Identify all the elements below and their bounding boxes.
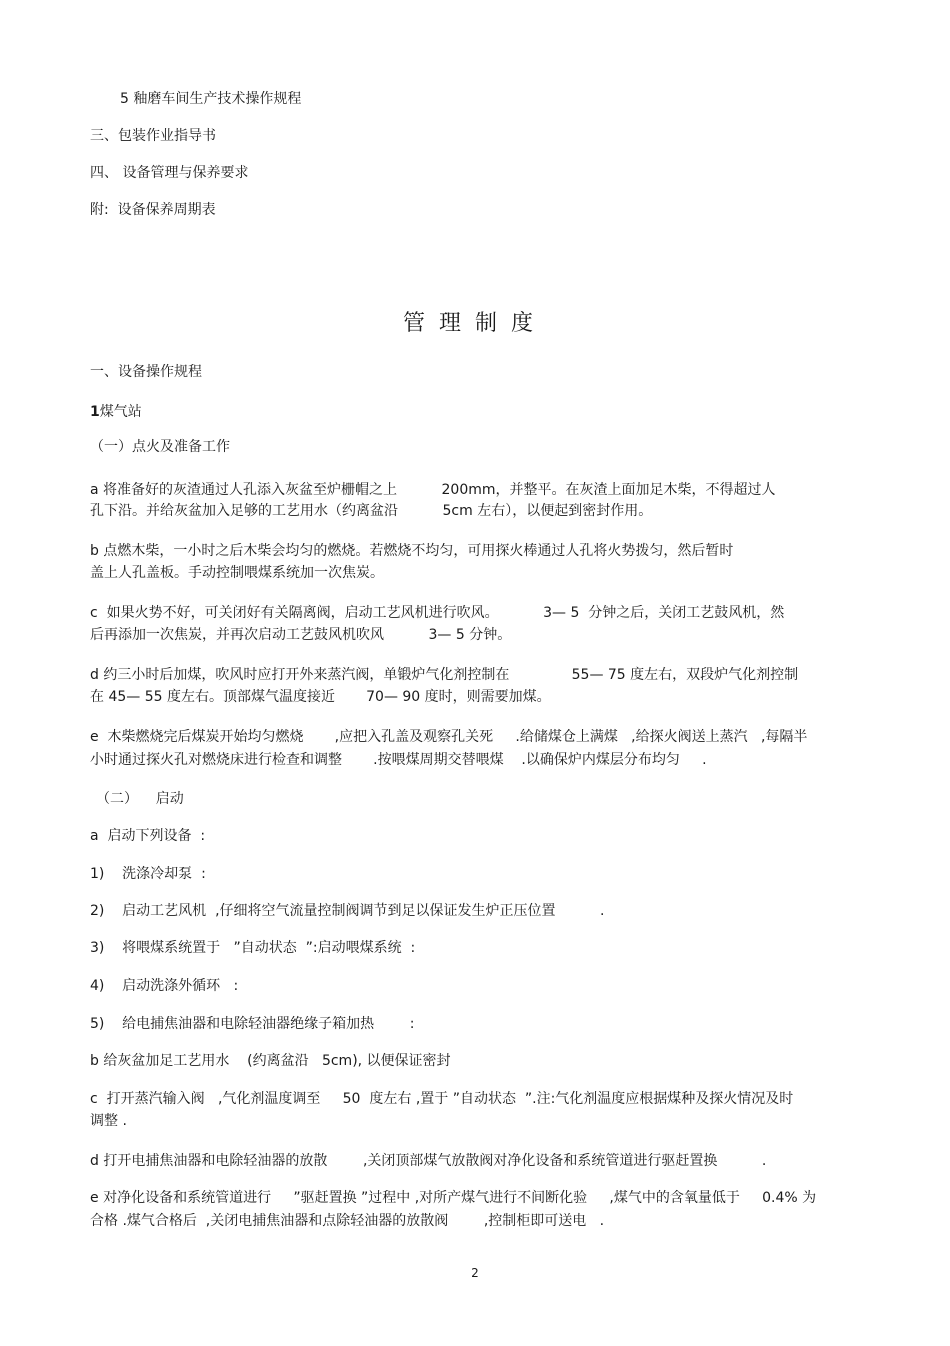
para-b-line2: 盖上人孔盖板。手动控制喂煤系统加一次焦炭。	[90, 565, 384, 581]
step-item: 2) 启动工艺风机 ,仔细将空气流量控制阀调节到足以保证发生炉正压位置 .	[90, 903, 605, 919]
toc-appendix: 附: 设备保养周期表	[90, 202, 216, 218]
page-title: 管理制度	[402, 311, 547, 336]
part-heading-2: （二） 启动	[96, 791, 184, 807]
section-heading: 一、设备操作规程	[90, 364, 202, 380]
start-e-line1: e 对净化设备和系统管道进行 ”驱赶置换 ”过程中 ,对所产煤气进行不间断化验 ,煤气中的含氧量低于 0.4% 为	[90, 1190, 817, 1206]
page-number: 2	[471, 1266, 479, 1280]
subsection-number: 1	[90, 404, 100, 420]
toc-item-4: 四、 设备管理与保养要求	[90, 165, 249, 181]
step-item: 5) 给电捕焦油器和电除轻油器绝缘子箱加热 :	[90, 1016, 415, 1032]
start-a: a 启动下列设备 :	[90, 828, 206, 844]
step-item: 3) 将喂煤系统置于 ”自动状态 ”:启动喂煤系统 :	[90, 940, 416, 956]
para-e-line1: e 木柴燃烧完后煤炭开始均匀燃烧 ,应把入孔盖及观察孔关死 .给储煤仓上满煤 ,给探火阀送上蒸汽 ,每隔半	[90, 729, 808, 745]
para-a-line1: a 将准备好的灰渣通过人孔添入灰盆至炉栅帽之上 200mm，并整平。在灰渣上面加足木柴，不得超过人	[90, 482, 776, 498]
start-d: d 打开电捕焦油器和电除轻油器的放散 ,关闭顶部煤气放散阀对净化设备和系统管道进行驱赶置换 .	[90, 1153, 767, 1169]
subsection-title: 煤气站	[99, 404, 142, 420]
toc-item-3: 三、包装作业指导书	[90, 128, 216, 144]
toc-item-5: 5 釉磨车间生产技术操作规程	[120, 91, 302, 107]
step-item: 4) 启动洗涤外循环 :	[90, 978, 239, 994]
para-a-line2: 孔下沿。并给灰盆加入足够的工艺用水（约离盆沿 5cm 左右），以便起到密封作用。	[90, 503, 653, 519]
start-c-line1: c 打开蒸汽输入阀 ,气化剂温度调至 50 度左右 ,置于 ”自动状态 ”.注:气化剂温度应根据煤种及探火情况及时	[90, 1091, 794, 1107]
para-c-line1: c 如果火势不好，可关闭好有关隔离阀，启动工艺风机进行吹风。 3— 5 分钟之后，关闭工艺鼓风机，然	[90, 605, 785, 621]
step-item: 1) 洗涤冷却泵 :	[90, 866, 206, 882]
para-d-line1: d 约三小时后加煤，吹风时应打开外来蒸汽阀，单锻炉气化剂控制在 55— 75 度左右，双段炉气化剂控制	[90, 667, 799, 683]
start-c-line2: 调整 .	[90, 1113, 127, 1129]
part-heading-1: （一）点火及准备工作	[90, 439, 230, 455]
para-e-line2: 小时通过探火孔对燃烧床进行检查和调整 .按喂煤周期交替喂煤 .以确保炉内煤层分布均匀 .	[90, 752, 707, 768]
subsection-heading	[90, 403, 142, 421]
para-c-line2: 后再添加一次焦炭，并再次启动工艺鼓风机吹风 3— 5 分钟。	[90, 627, 512, 643]
start-e-line2: 合格 .煤气合格后 ,关闭电捕焦油器和点除轻油器的放散阀 ,控制柜即可送电 .	[90, 1213, 605, 1229]
para-b-line1: b 点燃木柴，一小时之后木柴会均匀的燃烧。若燃烧不均匀，可用探火棒通过人孔将火势拨匀，然后暂时	[90, 543, 734, 559]
start-b: b 给灰盆加足工艺用水 (约离盆沿 5cm), 以便保证密封	[90, 1053, 451, 1069]
para-d-line2: 在 45— 55 度左右。顶部煤气温度接近 70— 90 度时，则需要加煤。	[90, 689, 551, 705]
